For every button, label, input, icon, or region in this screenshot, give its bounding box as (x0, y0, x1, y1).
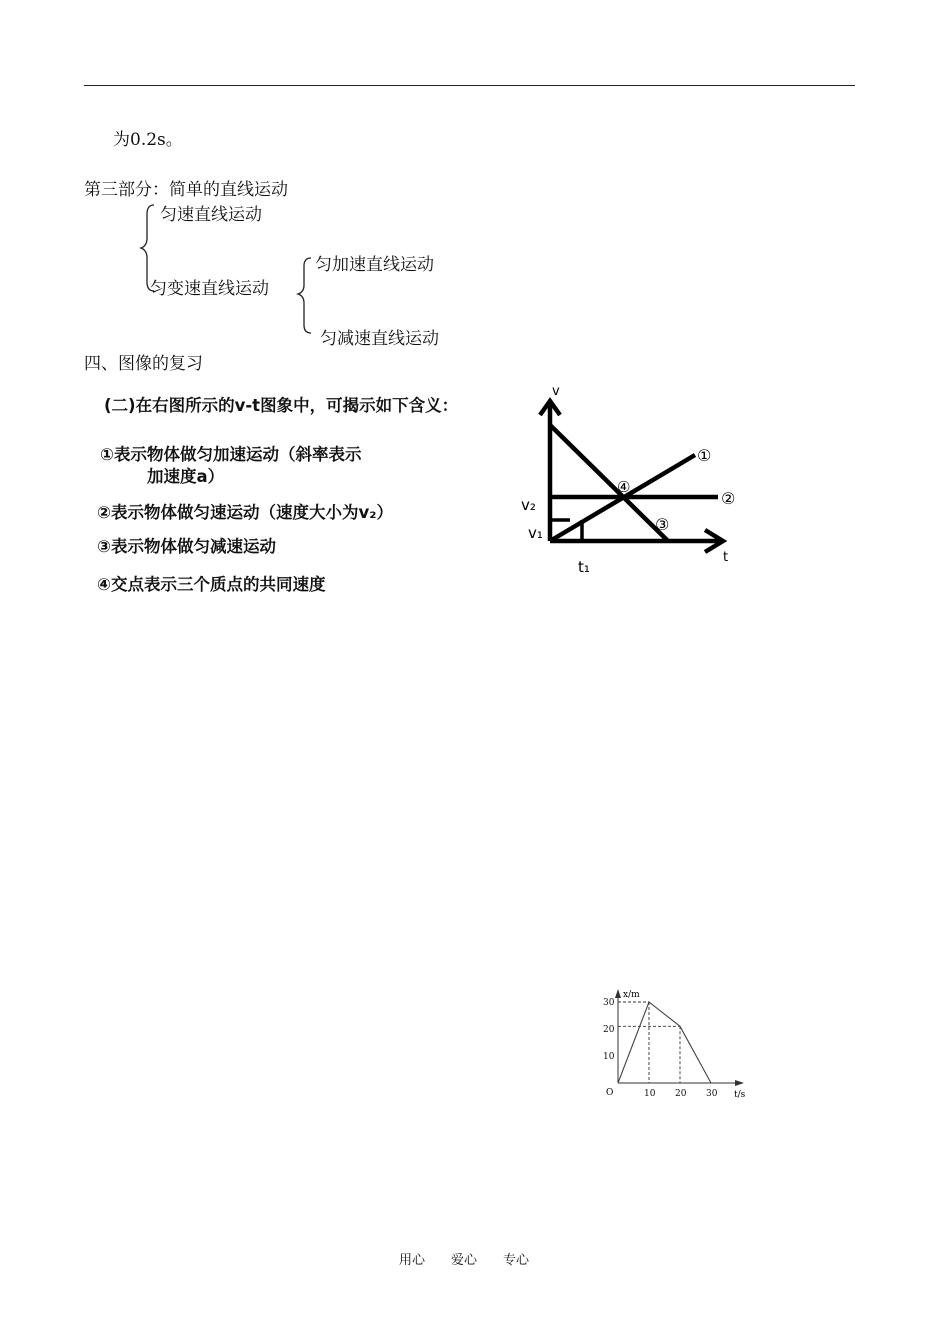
t1-label: t₁ (578, 558, 590, 576)
footer-a: 用心 (399, 1253, 426, 1268)
header-rule (84, 85, 855, 86)
part4-title: 四、图像的复习 (84, 354, 203, 374)
item-3: ③表示物体做匀减速运动 (97, 537, 276, 556)
tree-variable: 匀变速直线运动 (150, 279, 269, 299)
xt-x-tick-10: 10 (644, 1089, 656, 1099)
xt-x-tick-30: 30 (706, 1089, 718, 1099)
mark-2: ② (721, 489, 736, 508)
xt-x-label: t/s (734, 1090, 746, 1100)
tree-uniform: 匀速直线运动 (160, 205, 262, 225)
v1-label: v₁ (528, 524, 543, 542)
part3-title: 第三部分：简单的直线运动 (84, 180, 288, 200)
vt-x-label: t (723, 550, 729, 565)
item-1: ①表示物体做匀加速运动（斜率表示 (100, 445, 362, 464)
mark-3: ③ (655, 515, 670, 534)
tree-accel: 匀加速直线运动 (315, 255, 434, 275)
xt-series-line (618, 1002, 711, 1083)
footer (399, 1249, 555, 1268)
intro-line: 为0.2s。 (113, 130, 183, 150)
vt-diagram (500, 375, 750, 590)
xt-chart (595, 985, 755, 1105)
footer-b: 爱心 (451, 1253, 478, 1268)
mark-4: ④ (617, 478, 631, 496)
item-4: ④交点表示三个质点的共同速度 (97, 575, 326, 594)
xt-y-tick-10: 10 (603, 1052, 615, 1062)
xt-x-arrow (735, 1080, 744, 1086)
footer-c: 专心 (503, 1253, 530, 1268)
vt-y-label: v (552, 384, 560, 399)
xt-x-tick-20: 20 (675, 1089, 687, 1099)
vt-heading: (二)在右图所示的v-t图象中，可揭示如下含义： (104, 396, 459, 415)
inner-brace (297, 253, 317, 343)
v2-label: v₂ (521, 496, 536, 514)
xt-origin-label: O (606, 1088, 614, 1098)
xt-y-tick-30: 30 (603, 998, 615, 1008)
mark-1: ① (697, 446, 712, 465)
tree-decel: 匀减速直线运动 (320, 329, 439, 349)
xt-y-arrow (615, 989, 621, 998)
item-1-cont: 加速度a） (147, 467, 225, 486)
xt-y-tick-20: 20 (603, 1025, 615, 1035)
xt-y-label: x/m (623, 990, 640, 1000)
item-2: ②表示物体做匀速运动（速度大小为v₂） (97, 503, 393, 522)
